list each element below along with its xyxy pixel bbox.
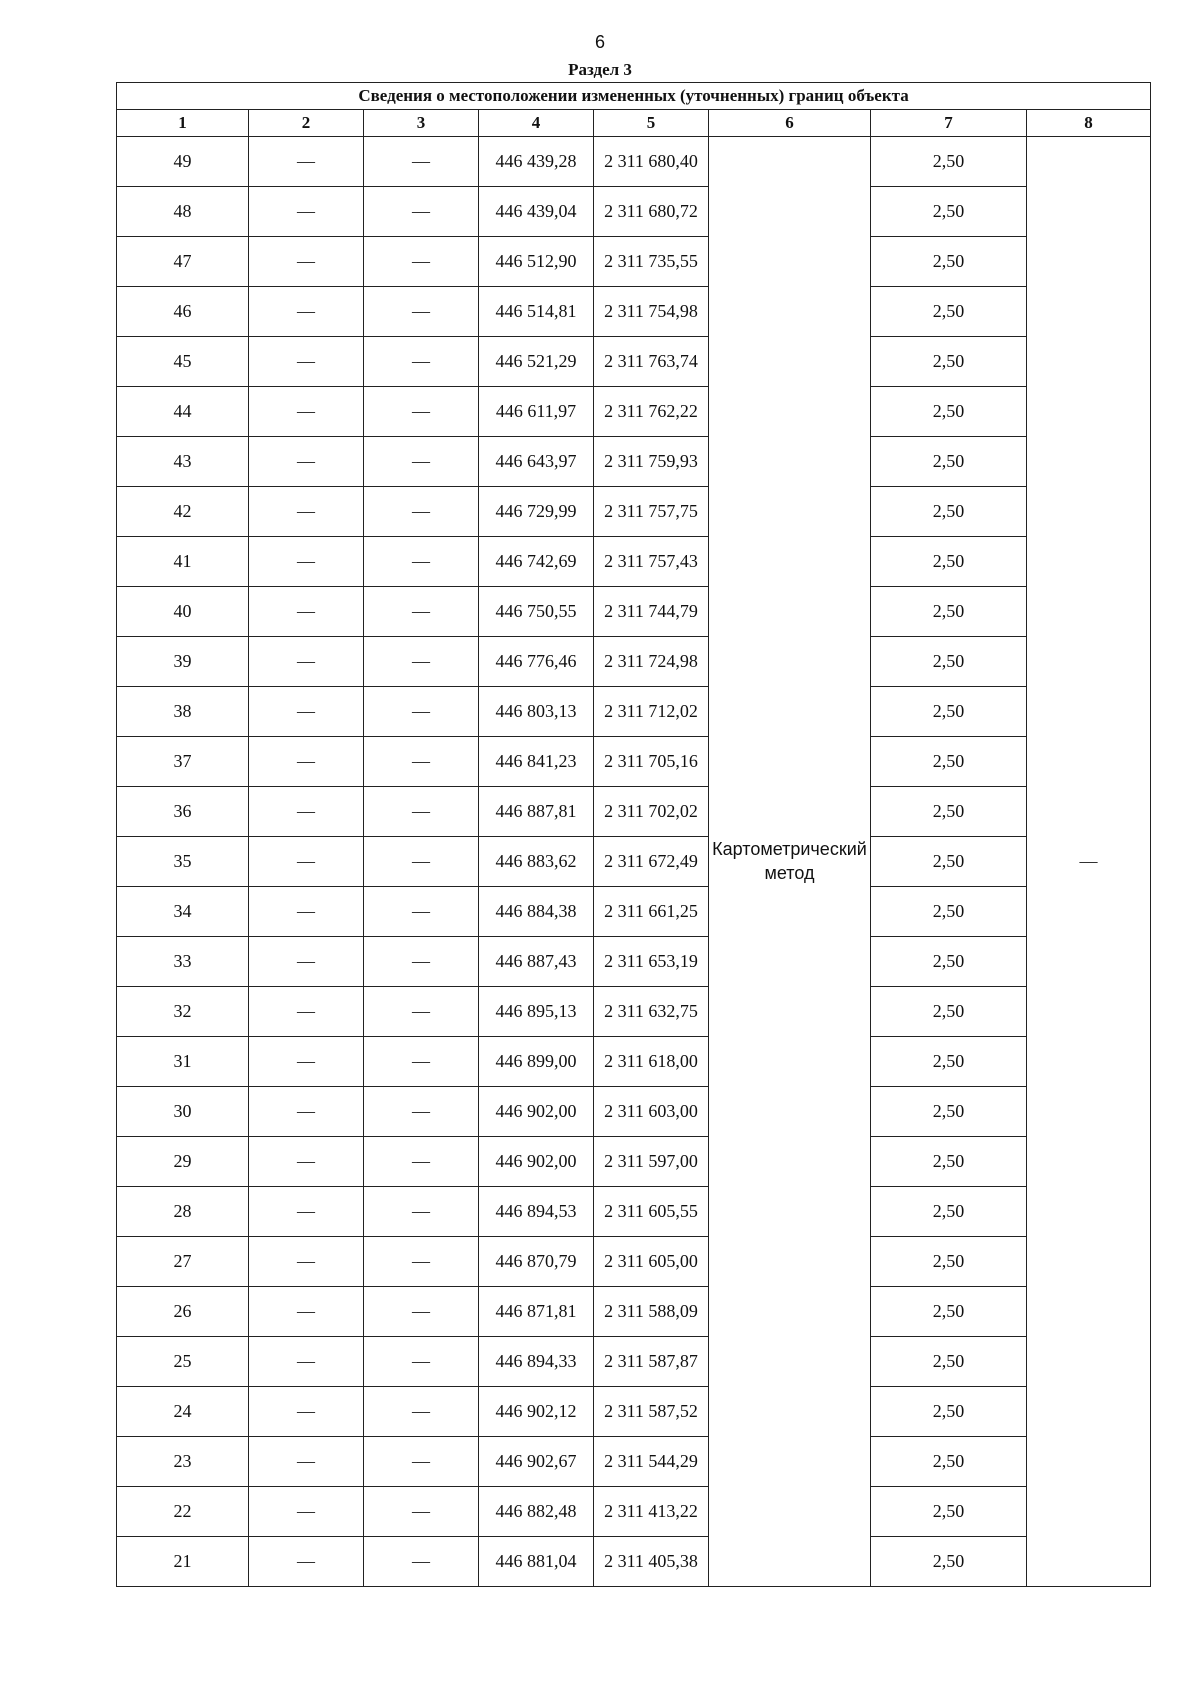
table-row	[117, 137, 1151, 187]
table-row	[117, 1087, 1151, 1137]
coordinate-x-cell: 446 895,13	[479, 987, 594, 1037]
point-number-cell: 44	[117, 387, 249, 437]
point-number-cell: 47	[117, 237, 249, 287]
point-number-cell: 46	[117, 287, 249, 337]
coordinate-x-cell: 446 870,79	[479, 1237, 594, 1287]
point-number-cell: 30	[117, 1087, 249, 1137]
dash-cell: —	[364, 887, 479, 937]
coordinate-y-cell: 2 311 618,00	[594, 1037, 709, 1087]
dash-cell: —	[249, 1337, 364, 1387]
dash-cell: —	[249, 1387, 364, 1437]
coordinate-x-cell: 446 841,23	[479, 737, 594, 787]
coordinate-x-cell: 446 882,48	[479, 1487, 594, 1537]
point-number-cell: 39	[117, 637, 249, 687]
column-number: 8	[1027, 110, 1151, 137]
dash-cell: —	[364, 1337, 479, 1387]
dash-cell: —	[364, 387, 479, 437]
dash-cell: —	[364, 837, 479, 887]
table-row	[117, 1337, 1151, 1387]
dash-cell: —	[249, 937, 364, 987]
table-body	[117, 137, 1151, 1587]
coordinate-x-cell: 446 883,62	[479, 837, 594, 887]
precision-cell: 2,50	[871, 337, 1027, 387]
coordinate-y-cell: 2 311 724,98	[594, 637, 709, 687]
point-number-cell: 34	[117, 887, 249, 937]
coordinate-y-cell: 2 311 762,22	[594, 387, 709, 437]
precision-cell: 2,50	[871, 787, 1027, 837]
coordinate-x-cell: 446 439,28	[479, 137, 594, 187]
coordinate-y-cell: 2 311 661,25	[594, 887, 709, 937]
coordinate-y-cell: 2 311 605,55	[594, 1187, 709, 1237]
dash-cell: —	[364, 1037, 479, 1087]
coordinate-x-cell: 446 902,00	[479, 1087, 594, 1137]
point-number-cell: 27	[117, 1237, 249, 1287]
table-row	[117, 687, 1151, 737]
dash-cell: —	[364, 187, 479, 237]
dash-cell: —	[249, 1237, 364, 1287]
table-row	[117, 537, 1151, 587]
note-cell: —	[1027, 137, 1151, 1587]
precision-cell: 2,50	[871, 237, 1027, 287]
point-number-cell: 22	[117, 1487, 249, 1537]
coordinate-x-cell: 446 884,38	[479, 887, 594, 937]
coordinate-y-cell: 2 311 759,93	[594, 437, 709, 487]
dash-cell: —	[249, 437, 364, 487]
coordinate-y-cell: 2 311 754,98	[594, 287, 709, 337]
coordinate-y-cell: 2 311 544,29	[594, 1437, 709, 1487]
coordinate-x-cell: 446 894,33	[479, 1337, 594, 1387]
coordinate-y-cell: 2 311 597,00	[594, 1137, 709, 1187]
coordinate-x-cell: 446 902,12	[479, 1387, 594, 1437]
coordinate-x-cell: 446 887,81	[479, 787, 594, 837]
dash-cell: —	[364, 1287, 479, 1337]
dash-cell: —	[364, 1237, 479, 1287]
dash-cell: —	[364, 1187, 479, 1237]
coordinate-y-cell: 2 311 757,75	[594, 487, 709, 537]
coordinate-x-cell: 446 514,81	[479, 287, 594, 337]
precision-cell: 2,50	[871, 1337, 1027, 1387]
point-number-cell: 21	[117, 1537, 249, 1587]
table-row	[117, 737, 1151, 787]
coordinate-x-cell: 446 776,46	[479, 637, 594, 687]
dash-cell: —	[249, 1137, 364, 1187]
table-row	[117, 187, 1151, 237]
table-row	[117, 1387, 1151, 1437]
point-number-cell: 32	[117, 987, 249, 1037]
table-row	[117, 787, 1151, 837]
precision-cell: 2,50	[871, 1487, 1027, 1537]
dash-cell: —	[249, 1187, 364, 1237]
precision-cell: 2,50	[871, 1287, 1027, 1337]
precision-cell: 2,50	[871, 1537, 1027, 1587]
dash-cell: —	[364, 437, 479, 487]
dash-cell: —	[364, 787, 479, 837]
coordinate-x-cell: 446 899,00	[479, 1037, 594, 1087]
precision-cell: 2,50	[871, 187, 1027, 237]
point-number-cell: 36	[117, 787, 249, 837]
table-row	[117, 637, 1151, 687]
dash-cell: —	[249, 637, 364, 687]
precision-cell: 2,50	[871, 937, 1027, 987]
dash-cell: —	[364, 637, 479, 687]
dash-cell: —	[249, 237, 364, 287]
dash-cell: —	[364, 237, 479, 287]
point-number-cell: 38	[117, 687, 249, 737]
precision-cell: 2,50	[871, 1387, 1027, 1437]
point-number-cell: 49	[117, 137, 249, 187]
coordinate-y-cell: 2 311 603,00	[594, 1087, 709, 1137]
dash-cell: —	[249, 1037, 364, 1087]
table-row	[117, 937, 1151, 987]
point-number-cell: 26	[117, 1287, 249, 1337]
table-caption: Сведения о местоположении измененных (уточненных) границ объекта	[117, 83, 1151, 110]
table-row	[117, 987, 1151, 1037]
point-number-cell: 43	[117, 437, 249, 487]
point-number-cell: 33	[117, 937, 249, 987]
coordinate-y-cell: 2 311 757,43	[594, 537, 709, 587]
coordinate-y-cell: 2 311 702,02	[594, 787, 709, 837]
coordinate-y-cell: 2 311 672,49	[594, 837, 709, 887]
dash-cell: —	[249, 1537, 364, 1587]
dash-cell: —	[364, 1537, 479, 1587]
table-row	[117, 1187, 1151, 1237]
coordinate-x-cell: 446 803,13	[479, 687, 594, 737]
dash-cell: —	[364, 587, 479, 637]
table-row	[117, 387, 1151, 437]
table-row	[117, 287, 1151, 337]
point-number-cell: 24	[117, 1387, 249, 1437]
coordinate-y-cell: 2 311 413,22	[594, 1487, 709, 1537]
column-number: 1	[117, 110, 249, 137]
precision-cell: 2,50	[871, 887, 1027, 937]
dash-cell: —	[249, 1437, 364, 1487]
coordinate-y-cell: 2 311 605,00	[594, 1237, 709, 1287]
coordinate-y-cell: 2 311 405,38	[594, 1537, 709, 1587]
precision-cell: 2,50	[871, 537, 1027, 587]
table-row	[117, 1537, 1151, 1587]
section-title: Раздел 3	[568, 60, 632, 79]
coordinate-y-cell: 2 311 587,52	[594, 1387, 709, 1437]
table-row	[117, 1437, 1151, 1487]
table-row	[117, 437, 1151, 487]
precision-cell: 2,50	[871, 1187, 1027, 1237]
precision-cell: 2,50	[871, 737, 1027, 787]
precision-cell: 2,50	[871, 987, 1027, 1037]
page-number: 6	[594, 32, 605, 52]
dash-cell: —	[364, 987, 479, 1037]
precision-cell: 2,50	[871, 387, 1027, 437]
coordinate-x-cell: 446 439,04	[479, 187, 594, 237]
precision-cell: 2,50	[871, 1237, 1027, 1287]
column-number: 5	[594, 110, 709, 137]
coordinate-y-cell: 2 311 680,72	[594, 187, 709, 237]
dash-cell: —	[364, 1387, 479, 1437]
dash-cell: —	[364, 1437, 479, 1487]
table-row	[117, 587, 1151, 637]
point-number-cell: 28	[117, 1187, 249, 1237]
table-row	[117, 1287, 1151, 1337]
boundary-coordinates-table	[116, 82, 1151, 1587]
dash-cell: —	[364, 737, 479, 787]
point-number-cell: 23	[117, 1437, 249, 1487]
dash-cell: —	[249, 687, 364, 737]
table-row	[117, 887, 1151, 937]
table-row	[117, 1237, 1151, 1287]
coordinate-x-cell: 446 611,97	[479, 387, 594, 437]
precision-cell: 2,50	[871, 1437, 1027, 1487]
coordinate-x-cell: 446 643,97	[479, 437, 594, 487]
coordinate-x-cell: 446 750,55	[479, 587, 594, 637]
dash-cell: —	[364, 487, 479, 537]
table-row	[117, 1137, 1151, 1187]
dash-cell: —	[249, 837, 364, 887]
coordinate-x-cell: 446 894,53	[479, 1187, 594, 1237]
dash-cell: —	[249, 1087, 364, 1137]
precision-cell: 2,50	[871, 687, 1027, 737]
column-number: 7	[871, 110, 1027, 137]
dash-cell: —	[249, 137, 364, 187]
coordinate-x-cell: 446 742,69	[479, 537, 594, 587]
column-number: 3	[364, 110, 479, 137]
column-number-row	[117, 110, 1151, 137]
coordinate-y-cell: 2 311 587,87	[594, 1337, 709, 1387]
coordinate-x-cell: 446 887,43	[479, 937, 594, 987]
point-number-cell: 37	[117, 737, 249, 787]
coordinate-y-cell: 2 311 680,40	[594, 137, 709, 187]
dash-cell: —	[364, 1487, 479, 1537]
dash-cell: —	[249, 787, 364, 837]
coordinate-y-cell: 2 311 763,74	[594, 337, 709, 387]
precision-cell: 2,50	[871, 137, 1027, 187]
dash-cell: —	[364, 1087, 479, 1137]
dash-cell: —	[249, 487, 364, 537]
dash-cell: —	[249, 887, 364, 937]
coordinate-y-cell: 2 311 653,19	[594, 937, 709, 987]
column-number: 4	[479, 110, 594, 137]
dash-cell: —	[364, 687, 479, 737]
precision-cell: 2,50	[871, 1037, 1027, 1087]
table-row	[117, 1037, 1151, 1087]
dash-cell: —	[249, 187, 364, 237]
precision-cell: 2,50	[871, 1087, 1027, 1137]
coordinate-x-cell: 446 881,04	[479, 1537, 594, 1587]
table-row	[117, 337, 1151, 387]
coordinate-y-cell: 2 311 705,16	[594, 737, 709, 787]
coordinate-x-cell: 446 521,29	[479, 337, 594, 387]
coordinate-y-cell: 2 311 632,75	[594, 987, 709, 1037]
dash-cell: —	[249, 737, 364, 787]
point-number-cell: 29	[117, 1137, 249, 1187]
coordinate-x-cell: 446 729,99	[479, 487, 594, 537]
dash-cell: —	[249, 587, 364, 637]
coordinate-x-cell: 446 902,67	[479, 1437, 594, 1487]
column-number: 2	[249, 110, 364, 137]
point-number-cell: 31	[117, 1037, 249, 1087]
coordinate-y-cell: 2 311 735,55	[594, 237, 709, 287]
coordinate-x-cell: 446 902,00	[479, 1137, 594, 1187]
point-number-cell: 42	[117, 487, 249, 537]
dash-cell: —	[249, 1287, 364, 1337]
coordinate-y-cell: 2 311 588,09	[594, 1287, 709, 1337]
precision-cell: 2,50	[871, 837, 1027, 887]
point-number-cell: 41	[117, 537, 249, 587]
dash-cell: —	[249, 987, 364, 1037]
dash-cell: —	[249, 1487, 364, 1537]
dash-cell: —	[364, 137, 479, 187]
point-number-cell: 35	[117, 837, 249, 887]
dash-cell: —	[364, 287, 479, 337]
table-row	[117, 1487, 1151, 1537]
precision-cell: 2,50	[871, 637, 1027, 687]
dash-cell: —	[249, 337, 364, 387]
coordinate-y-cell: 2 311 712,02	[594, 687, 709, 737]
point-number-cell: 25	[117, 1337, 249, 1387]
table-row	[117, 837, 1151, 887]
precision-cell: 2,50	[871, 1137, 1027, 1187]
precision-cell: 2,50	[871, 487, 1027, 537]
column-number: 6	[709, 110, 871, 137]
dash-cell: —	[249, 387, 364, 437]
precision-cell: 2,50	[871, 587, 1027, 637]
table-row	[117, 237, 1151, 287]
point-number-cell: 40	[117, 587, 249, 637]
precision-cell: 2,50	[871, 287, 1027, 337]
point-number-cell: 45	[117, 337, 249, 387]
dash-cell: —	[364, 937, 479, 987]
coordinate-y-cell: 2 311 744,79	[594, 587, 709, 637]
coordinate-x-cell: 446 871,81	[479, 1287, 594, 1337]
dash-cell: —	[364, 537, 479, 587]
table-row	[117, 487, 1151, 537]
precision-cell: 2,50	[871, 437, 1027, 487]
point-number-cell: 48	[117, 187, 249, 237]
dash-cell: —	[249, 537, 364, 587]
coordinate-x-cell: 446 512,90	[479, 237, 594, 287]
dash-cell: —	[364, 1137, 479, 1187]
dash-cell: —	[364, 337, 479, 387]
method-cell: Картометрический метод	[709, 137, 871, 1587]
dash-cell: —	[249, 287, 364, 337]
